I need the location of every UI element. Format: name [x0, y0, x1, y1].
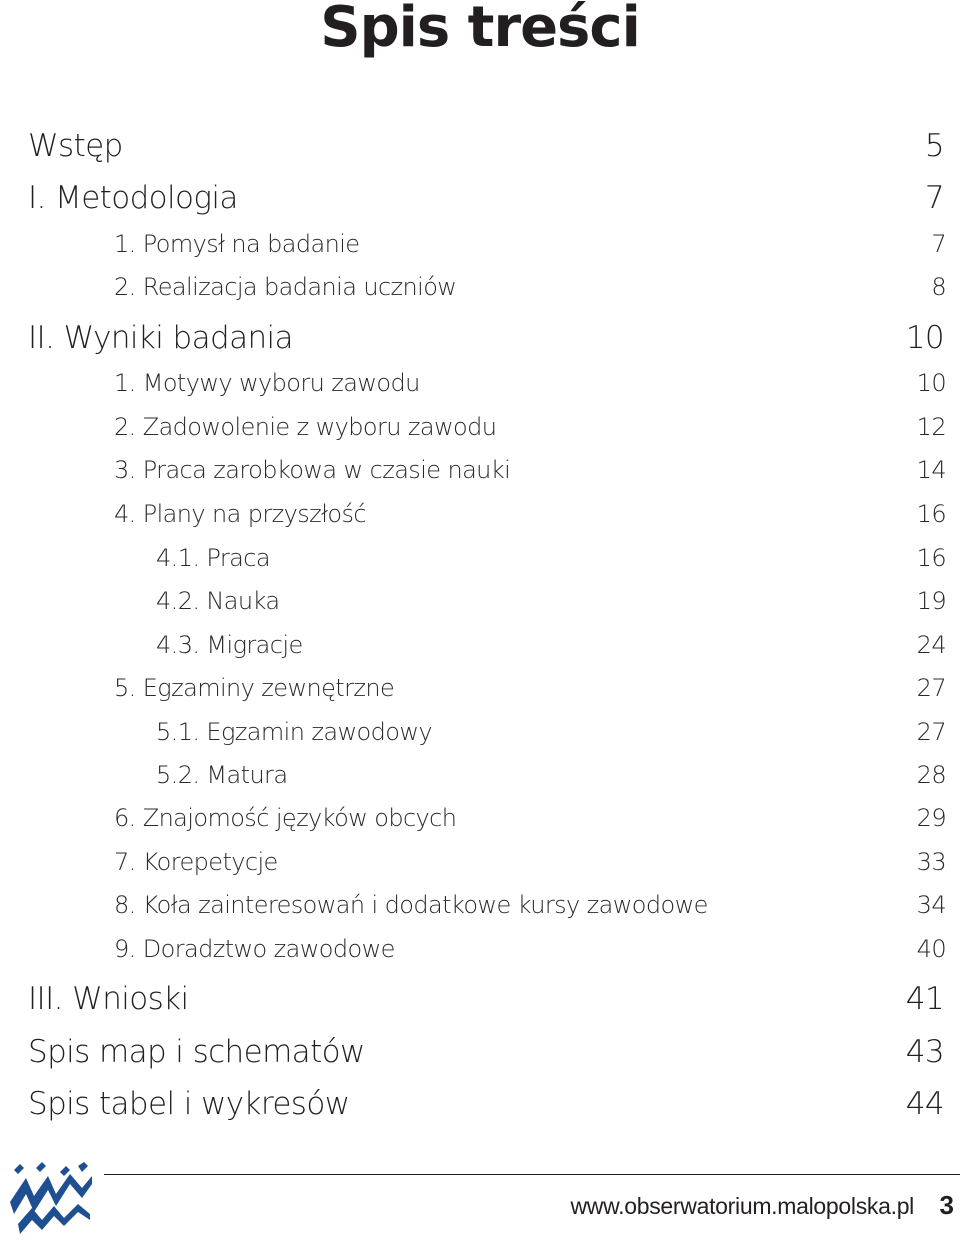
toc-entry-label: Wstęp [28, 128, 123, 164]
toc-entry-page: 12 [916, 413, 946, 441]
toc-entry-page: 41 [905, 981, 944, 1017]
toc-entry-page: 24 [916, 631, 946, 659]
toc-entry[interactable] [28, 981, 944, 1017]
toc-entry[interactable] [114, 413, 946, 441]
toc-entry-label: 8. Koła zainteresowań i dodatkowe kursy zawodowe [114, 891, 708, 919]
toc-entry-page: 27 [916, 674, 946, 702]
toc-entry-page: 19 [916, 587, 946, 615]
toc-entry-page: 10 [905, 320, 944, 356]
toc-entry[interactable] [114, 935, 946, 963]
toc-entry-page: 16 [916, 500, 946, 528]
toc-entry-page: 7 [931, 230, 946, 258]
obserwatorium-logo-icon [8, 1162, 94, 1238]
footer-divider [104, 1174, 960, 1175]
toc-entry-page: 33 [916, 848, 946, 876]
toc-entry-label: 7. Korepetycje [114, 848, 278, 876]
toc-entry[interactable] [114, 456, 946, 484]
toc-entry-label: 2. Zadowolenie z wyboru zawodu [114, 413, 497, 441]
toc-entry-label: Spis map i schematów [28, 1034, 365, 1070]
toc-entry-page: 14 [916, 456, 946, 484]
toc-entry-page: 44 [905, 1086, 944, 1122]
toc-entry-label: 2. Realizacja badania uczniów [114, 273, 457, 301]
toc-entry[interactable] [156, 631, 946, 659]
toc-entry[interactable] [156, 761, 946, 789]
toc-entry[interactable] [114, 230, 946, 258]
toc-entry-page: 7 [924, 180, 944, 216]
toc-entry-label: 4.2. Nauka [156, 587, 280, 615]
toc-entry[interactable] [114, 273, 946, 301]
toc-entry-label: 4.1. Praca [156, 544, 270, 572]
toc-entry[interactable] [114, 891, 946, 919]
toc-entry-label: 5. Egzaminy zewnętrzne [114, 674, 395, 702]
toc-entry[interactable] [114, 674, 946, 702]
page-number: 3 [939, 1190, 954, 1220]
toc-entry-label: 4. Plany na przyszłość [114, 500, 366, 528]
toc-entry-page: 29 [916, 804, 946, 832]
toc-entry-page: 27 [916, 718, 946, 746]
page-title: Spis treści [320, 0, 640, 60]
toc-entry-label: 5.2. Matura [156, 761, 288, 789]
toc-entry[interactable] [28, 1034, 944, 1070]
toc-entry[interactable] [156, 544, 946, 572]
toc-entry-page: 8 [931, 273, 946, 301]
toc-entry-label: 5.1. Egzamin zawodowy [156, 718, 432, 746]
toc-entry-label: I. Metodologia [28, 180, 238, 216]
toc-entry-label: III. Wnioski [28, 981, 189, 1017]
toc-entry[interactable] [156, 587, 946, 615]
toc-entry[interactable] [28, 320, 944, 356]
toc-entry[interactable] [156, 718, 946, 746]
toc-entry-label: 1. Motywy wyboru zawodu [114, 369, 420, 397]
toc-entry-label: 9. Doradztwo zawodowe [114, 935, 395, 963]
footer-url[interactable]: www.obserwatorium.malopolska.pl [570, 1193, 914, 1219]
toc-entry-label: 3. Praca zarobkowa w czasie nauki [114, 456, 511, 484]
toc-entry[interactable] [28, 128, 944, 164]
toc-entry-page: 16 [916, 544, 946, 572]
toc-entry-page: 40 [916, 935, 946, 963]
toc-entry[interactable] [28, 180, 944, 216]
toc-entry-label: 1. Pomysł na badanie [114, 230, 360, 258]
toc-entry-label: II. Wyniki badania [28, 320, 293, 356]
toc-entry-label: 6. Znajomość języków obcych [114, 804, 457, 832]
toc-entry-page: 10 [916, 369, 946, 397]
toc-entry-label: Spis tabel i wykresów [28, 1086, 350, 1122]
toc-entry-page: 28 [916, 761, 946, 789]
toc-entry-page: 34 [916, 891, 946, 919]
toc-entry-label: 4.3. Migracje [156, 631, 303, 659]
toc-entry[interactable] [28, 1086, 944, 1122]
toc-entry-page: 43 [905, 1034, 944, 1070]
toc-entry-page: 5 [924, 128, 944, 164]
toc-entry[interactable] [114, 500, 946, 528]
toc-entry[interactable] [114, 369, 946, 397]
toc-entry[interactable] [114, 804, 946, 832]
toc-entry[interactable] [114, 848, 946, 876]
